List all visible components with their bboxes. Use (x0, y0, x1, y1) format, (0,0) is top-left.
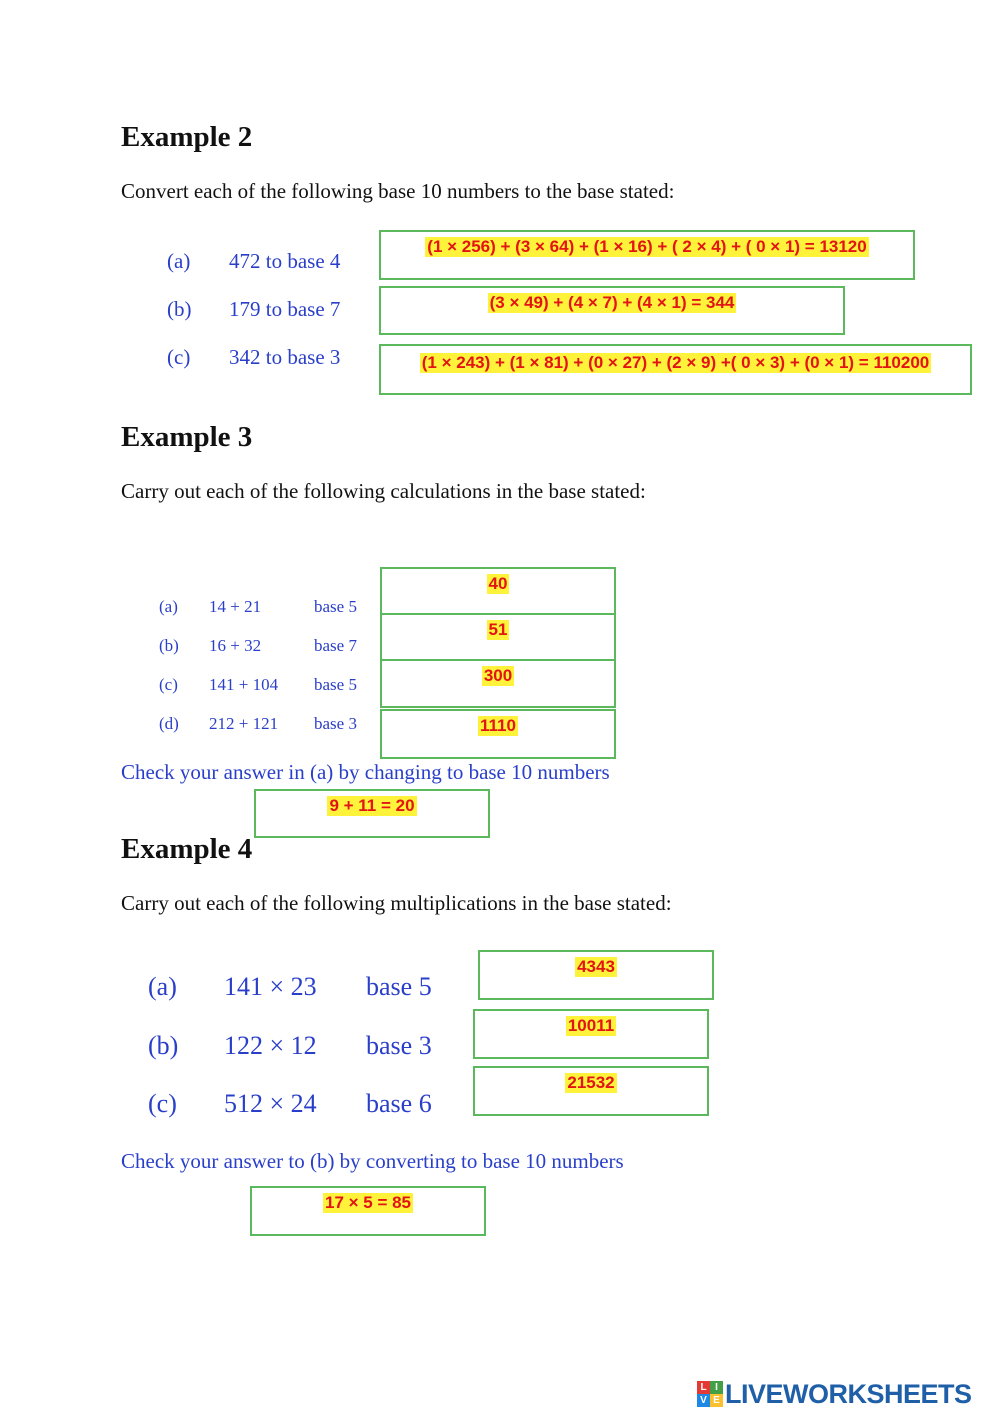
example-4-c-base: base 6 (366, 1089, 432, 1118)
example-4-instruction: Carry out each of the following multiplications in the base stated: (121, 891, 672, 915)
example-4-b-label: (b) (148, 1031, 179, 1060)
example-3-b-label: (b) (159, 636, 179, 655)
example-3-b-answer-box[interactable] (380, 613, 616, 661)
example-4-a-base: base 5 (366, 972, 432, 1001)
example-3-b-answer: 51 (488, 620, 508, 639)
example-3-b-base: base 7 (314, 636, 357, 655)
example-4-a-label: (a) (148, 972, 177, 1001)
example-2-instruction: Convert each of the following base 10 numbers to the base stated: (121, 179, 675, 203)
example-3-d-label: (d) (159, 714, 179, 733)
example-3-d-question: 212 + 121 (209, 714, 279, 733)
example-4-c-answer-box[interactable] (473, 1066, 709, 1116)
example-4-c-answer: 21532 (567, 1073, 615, 1092)
example-3-d-answer: 1110 (480, 716, 516, 735)
example-3-d-base: base 3 (314, 714, 357, 733)
example-3-check-answer-box[interactable] (254, 789, 490, 838)
example-4-b-question: 122 × 12 (224, 1031, 317, 1060)
example-3-title: Example 3 (121, 421, 253, 453)
example-2-a-answer: (1 × 256) + (3 × 64) + (1 × 16) + ( 2 × 4) + ( 0 × 1) = 13120 (427, 237, 867, 256)
example-4-b-base: base 3 (366, 1031, 432, 1060)
liveworksheets-brand (697, 1377, 972, 1411)
example-2-a-label: (a) (167, 249, 191, 273)
example-3-a-base: base 5 (314, 597, 357, 616)
example-3-a-question: 14 + 21 (209, 597, 262, 616)
example-2-a-question: 472 to base 4 (229, 249, 341, 273)
logo-letter-l: L (697, 1381, 710, 1394)
example-4-a-answer-box[interactable] (478, 950, 714, 1000)
example-4-a-answer: 4343 (577, 957, 615, 976)
example-3-d-answer-box[interactable] (380, 709, 616, 759)
example-3-a-label: (a) (159, 597, 178, 616)
example-2-b-question: 179 to base 7 (229, 297, 341, 321)
liveworksheets-wordmark: LIVEWORKSHEETS (725, 1378, 972, 1409)
example-2-c-answer: (1 × 243) + (1 × 81) + (0 × 27) + (2 × 9) +( 0 × 3) + (0 × 1) = 110200 (421, 353, 930, 372)
example-2-c-question: 342 to base 3 (229, 345, 341, 369)
example-4-c-question: 512 × 24 (224, 1089, 317, 1118)
example-4-title: Example 4 (121, 833, 253, 865)
example-3-c-label: (c) (159, 675, 178, 694)
example-4-b-answer-box[interactable] (473, 1009, 709, 1059)
example-4-b-answer: 10011 (567, 1016, 615, 1035)
example-4-c-label: (c) (148, 1089, 177, 1118)
example-2-a-answer-box[interactable] (379, 230, 915, 280)
example-4-check-answer: 17 × 5 = 85 (324, 1193, 412, 1212)
liveworksheets-logo-icon (697, 1381, 723, 1407)
logo-letter-v: V (697, 1394, 710, 1407)
example-2-b-answer: (3 × 49) + (4 × 7) + (4 × 1) = 344 (489, 293, 735, 312)
example-3-c-question: 141 + 104 (209, 675, 279, 694)
example-3-check-answer: 9 + 11 = 20 (329, 796, 415, 815)
example-2-c-label: (c) (167, 345, 191, 369)
example-3-instruction: Carry out each of the following calculations in the base stated: (121, 479, 646, 503)
logo-letter-e: E (710, 1394, 723, 1407)
example-2-c-answer-box[interactable] (379, 344, 972, 395)
example-3-check-text: Check your answer in (a) by changing to base 10 numbers (121, 760, 610, 784)
example-3-c-base: base 5 (314, 675, 357, 694)
example-2-b-label: (b) (167, 297, 192, 321)
example-4-check-answer-box[interactable] (250, 1186, 486, 1236)
example-2-title: Example 2 (121, 121, 253, 153)
example-3-b-question: 16 + 32 (209, 636, 262, 655)
example-3-c-answer: 300 (483, 666, 513, 685)
logo-letter-i: I (710, 1381, 723, 1394)
example-4-a-question: 141 × 23 (224, 972, 317, 1001)
example-3-c-answer-box[interactable] (380, 659, 616, 708)
example-4-check-text: Check your answer to (b) by converting to base 10 numbers (121, 1149, 624, 1173)
example-3-a-answer: 40 (488, 574, 508, 593)
example-2-b-answer-box[interactable] (379, 286, 845, 335)
example-3-a-answer-box[interactable] (380, 567, 616, 615)
